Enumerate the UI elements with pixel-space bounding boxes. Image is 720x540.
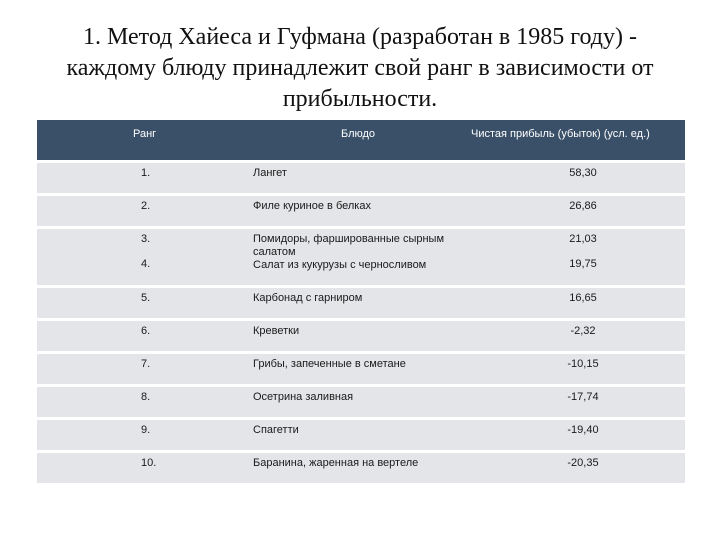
rank-cell: 9.: [37, 419, 251, 450]
profit-cell: 58,30: [465, 162, 685, 193]
rank-cell: 7.: [37, 353, 251, 384]
slide-title: [40, 22, 680, 115]
profitability-table: [37, 118, 685, 485]
title-line-1: 1. Метод Хайеса и Гуфмана (разработан в 1985 году) -: [82, 24, 637, 50]
table-row: [37, 287, 685, 318]
rank-cell: 2.: [37, 195, 251, 226]
profit-cell: -20,35: [465, 452, 685, 483]
header-rank: Ранг: [37, 120, 251, 160]
rank-cell: [37, 228, 251, 285]
dish-cell: Спагетти: [251, 419, 465, 450]
dish-cell: Грибы, запеченные в сметане: [251, 353, 465, 384]
header-profit: Чистая прибыль (убыток) (усл. ед.): [465, 120, 685, 160]
dish-cell: Филе куриное в белках: [251, 195, 465, 226]
dish-3: Помидоры, фаршированные сырным салатом: [253, 233, 445, 258]
profit-cell: 26,86: [465, 195, 685, 226]
rank-3: 3.: [141, 233, 151, 245]
dish-cell: [251, 228, 465, 285]
rank-cell: 8.: [37, 386, 251, 417]
rank-cell: 1.: [37, 162, 251, 193]
dish-cell: Баранина, жаренная на вертеле: [251, 452, 465, 483]
profit-cell: -19,40: [465, 419, 685, 450]
rank-cell: 6.: [37, 320, 251, 351]
profit-3: 21,03: [569, 233, 597, 245]
dish-4: Салат из кукурузы с черносливом: [253, 259, 427, 271]
title-line-2: каждому блюду принадлежит свой ранг в зависимости от: [66, 55, 654, 81]
table-row: [37, 320, 685, 351]
table-header-row: [37, 120, 685, 160]
table-row: [37, 195, 685, 226]
rank-cell: 5.: [37, 287, 251, 318]
header-dish: Блюдо: [251, 120, 465, 160]
table-row: [37, 419, 685, 450]
table-row: [37, 386, 685, 417]
table-row: [37, 162, 685, 193]
profit-4: 19,75: [569, 258, 597, 270]
dish-cell: Осетрина заливная: [251, 386, 465, 417]
table-row-merged: [37, 228, 685, 285]
dish-cell: Креветки: [251, 320, 465, 351]
profit-cell: -17,74: [465, 386, 685, 417]
rank-4: 4.: [141, 258, 151, 270]
rank-cell: 10.: [37, 452, 251, 483]
profit-cell: 16,65: [465, 287, 685, 318]
table-row: [37, 452, 685, 483]
dish-cell: Лангет: [251, 162, 465, 193]
title-line-3: прибыльности.: [282, 86, 438, 112]
dish-cell: Карбонад с гарниром: [251, 287, 465, 318]
table-row: [37, 353, 685, 384]
profit-cell: -2,32: [465, 320, 685, 351]
profit-cell: [465, 228, 685, 285]
profit-cell: -10,15: [465, 353, 685, 384]
